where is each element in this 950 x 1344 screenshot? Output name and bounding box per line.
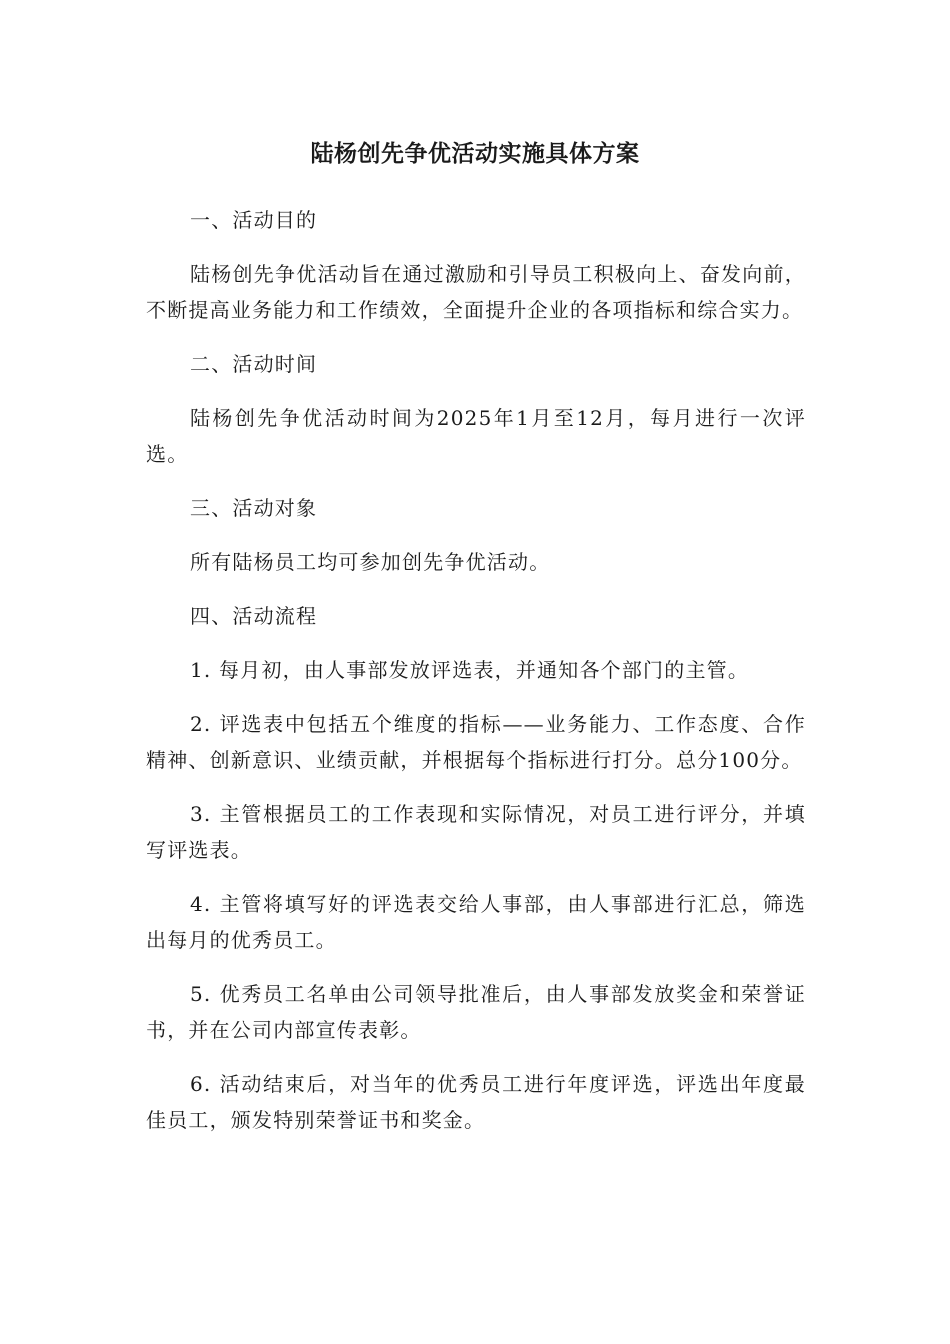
process-step-5: 5. 优秀员工名单由公司领导批准后，由人事部发放奖金和荣誉证书，并在公司内部宣传表彰。 — [146, 982, 806, 1042]
document-title: 陆杨创先争优活动实施具体方案 — [310, 141, 640, 167]
process-step-1: 1. 每月初，由人事部发放评选表，并通知各个部门的主管。 — [190, 658, 750, 682]
process-step-6: 6. 活动结束后，对当年的优秀员工进行年度评选，评选出年度最佳员工，颁发特别荣誉证书和奖金。 — [146, 1072, 806, 1132]
section-heading-purpose: 一、活动目的 — [190, 208, 318, 232]
paragraph-time: 陆杨创先争优活动时间为2025年1月至12月，每月进行一次评选。 — [146, 406, 806, 466]
section-heading-target: 三、活动对象 — [190, 496, 318, 520]
paragraph-target: 所有陆杨员工均可参加创先争优活动。 — [190, 550, 551, 574]
process-step-4: 4. 主管将填写好的评选表交给人事部，由人事部进行汇总，筛选出每月的优秀员工。 — [146, 892, 806, 952]
section-heading-process: 四、活动流程 — [190, 604, 318, 628]
document-body — [146, 202, 806, 1156]
paragraph-purpose: 陆杨创先争优活动旨在通过激励和引导员工积极向上、奋发向前，不断提高业务能力和工作绩效，全面提升企业的各项指标和综合实力。 — [146, 262, 806, 322]
process-step-2: 2. 评选表中包括五个维度的指标——业务能力、工作态度、合作精神、创新意识、业绩贡献，并根据每个指标进行打分。总分100分。 — [146, 712, 806, 772]
process-step-3: 3. 主管根据员工的工作表现和实际情况，对员工进行评分，并填写评选表。 — [146, 802, 806, 862]
section-heading-time: 二、活动时间 — [190, 352, 318, 376]
